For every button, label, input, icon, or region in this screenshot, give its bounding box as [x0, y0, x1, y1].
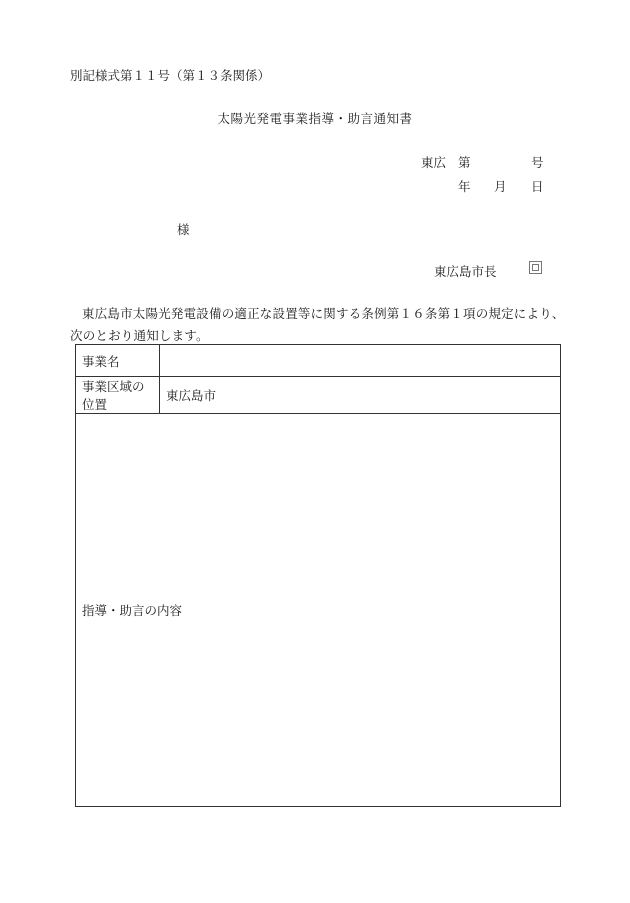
- guidance-content-cell: [76, 414, 561, 807]
- project-location-label: 事業区域の位置: [76, 377, 160, 414]
- table-row-project-name: [76, 345, 561, 377]
- seal-mark: [529, 261, 542, 274]
- reference-go: 号: [531, 155, 544, 170]
- addressee-suffix: 様: [177, 222, 190, 237]
- notice-body-text: 東広島市太陽光発電設備の適正な設置等に関する条例第１６条第１項の規定により、次のとおり通知します。: [70, 306, 565, 343]
- issuer-name: 東広島市長: [434, 264, 497, 279]
- notice-form-table: [75, 344, 561, 807]
- date-month-label: 月: [494, 179, 507, 194]
- document-title: 太陽光発電事業指導・助言通知書: [217, 111, 413, 126]
- project-name-label: 事業名: [76, 345, 160, 377]
- guidance-content-label: 指導・助言の内容: [82, 603, 183, 618]
- form-number: 別記様式第１１号（第１３条関係）: [70, 68, 271, 83]
- project-name-value: [160, 345, 561, 377]
- table-row-guidance-content: [76, 414, 561, 807]
- date-day-label: 日: [531, 179, 544, 194]
- date-year-label: 年: [458, 179, 471, 194]
- reference-dai: 第: [458, 155, 471, 170]
- table-row-project-location: [76, 377, 561, 414]
- project-location-value: 東広島市: [160, 377, 561, 414]
- reference-prefix: 東広: [421, 155, 447, 170]
